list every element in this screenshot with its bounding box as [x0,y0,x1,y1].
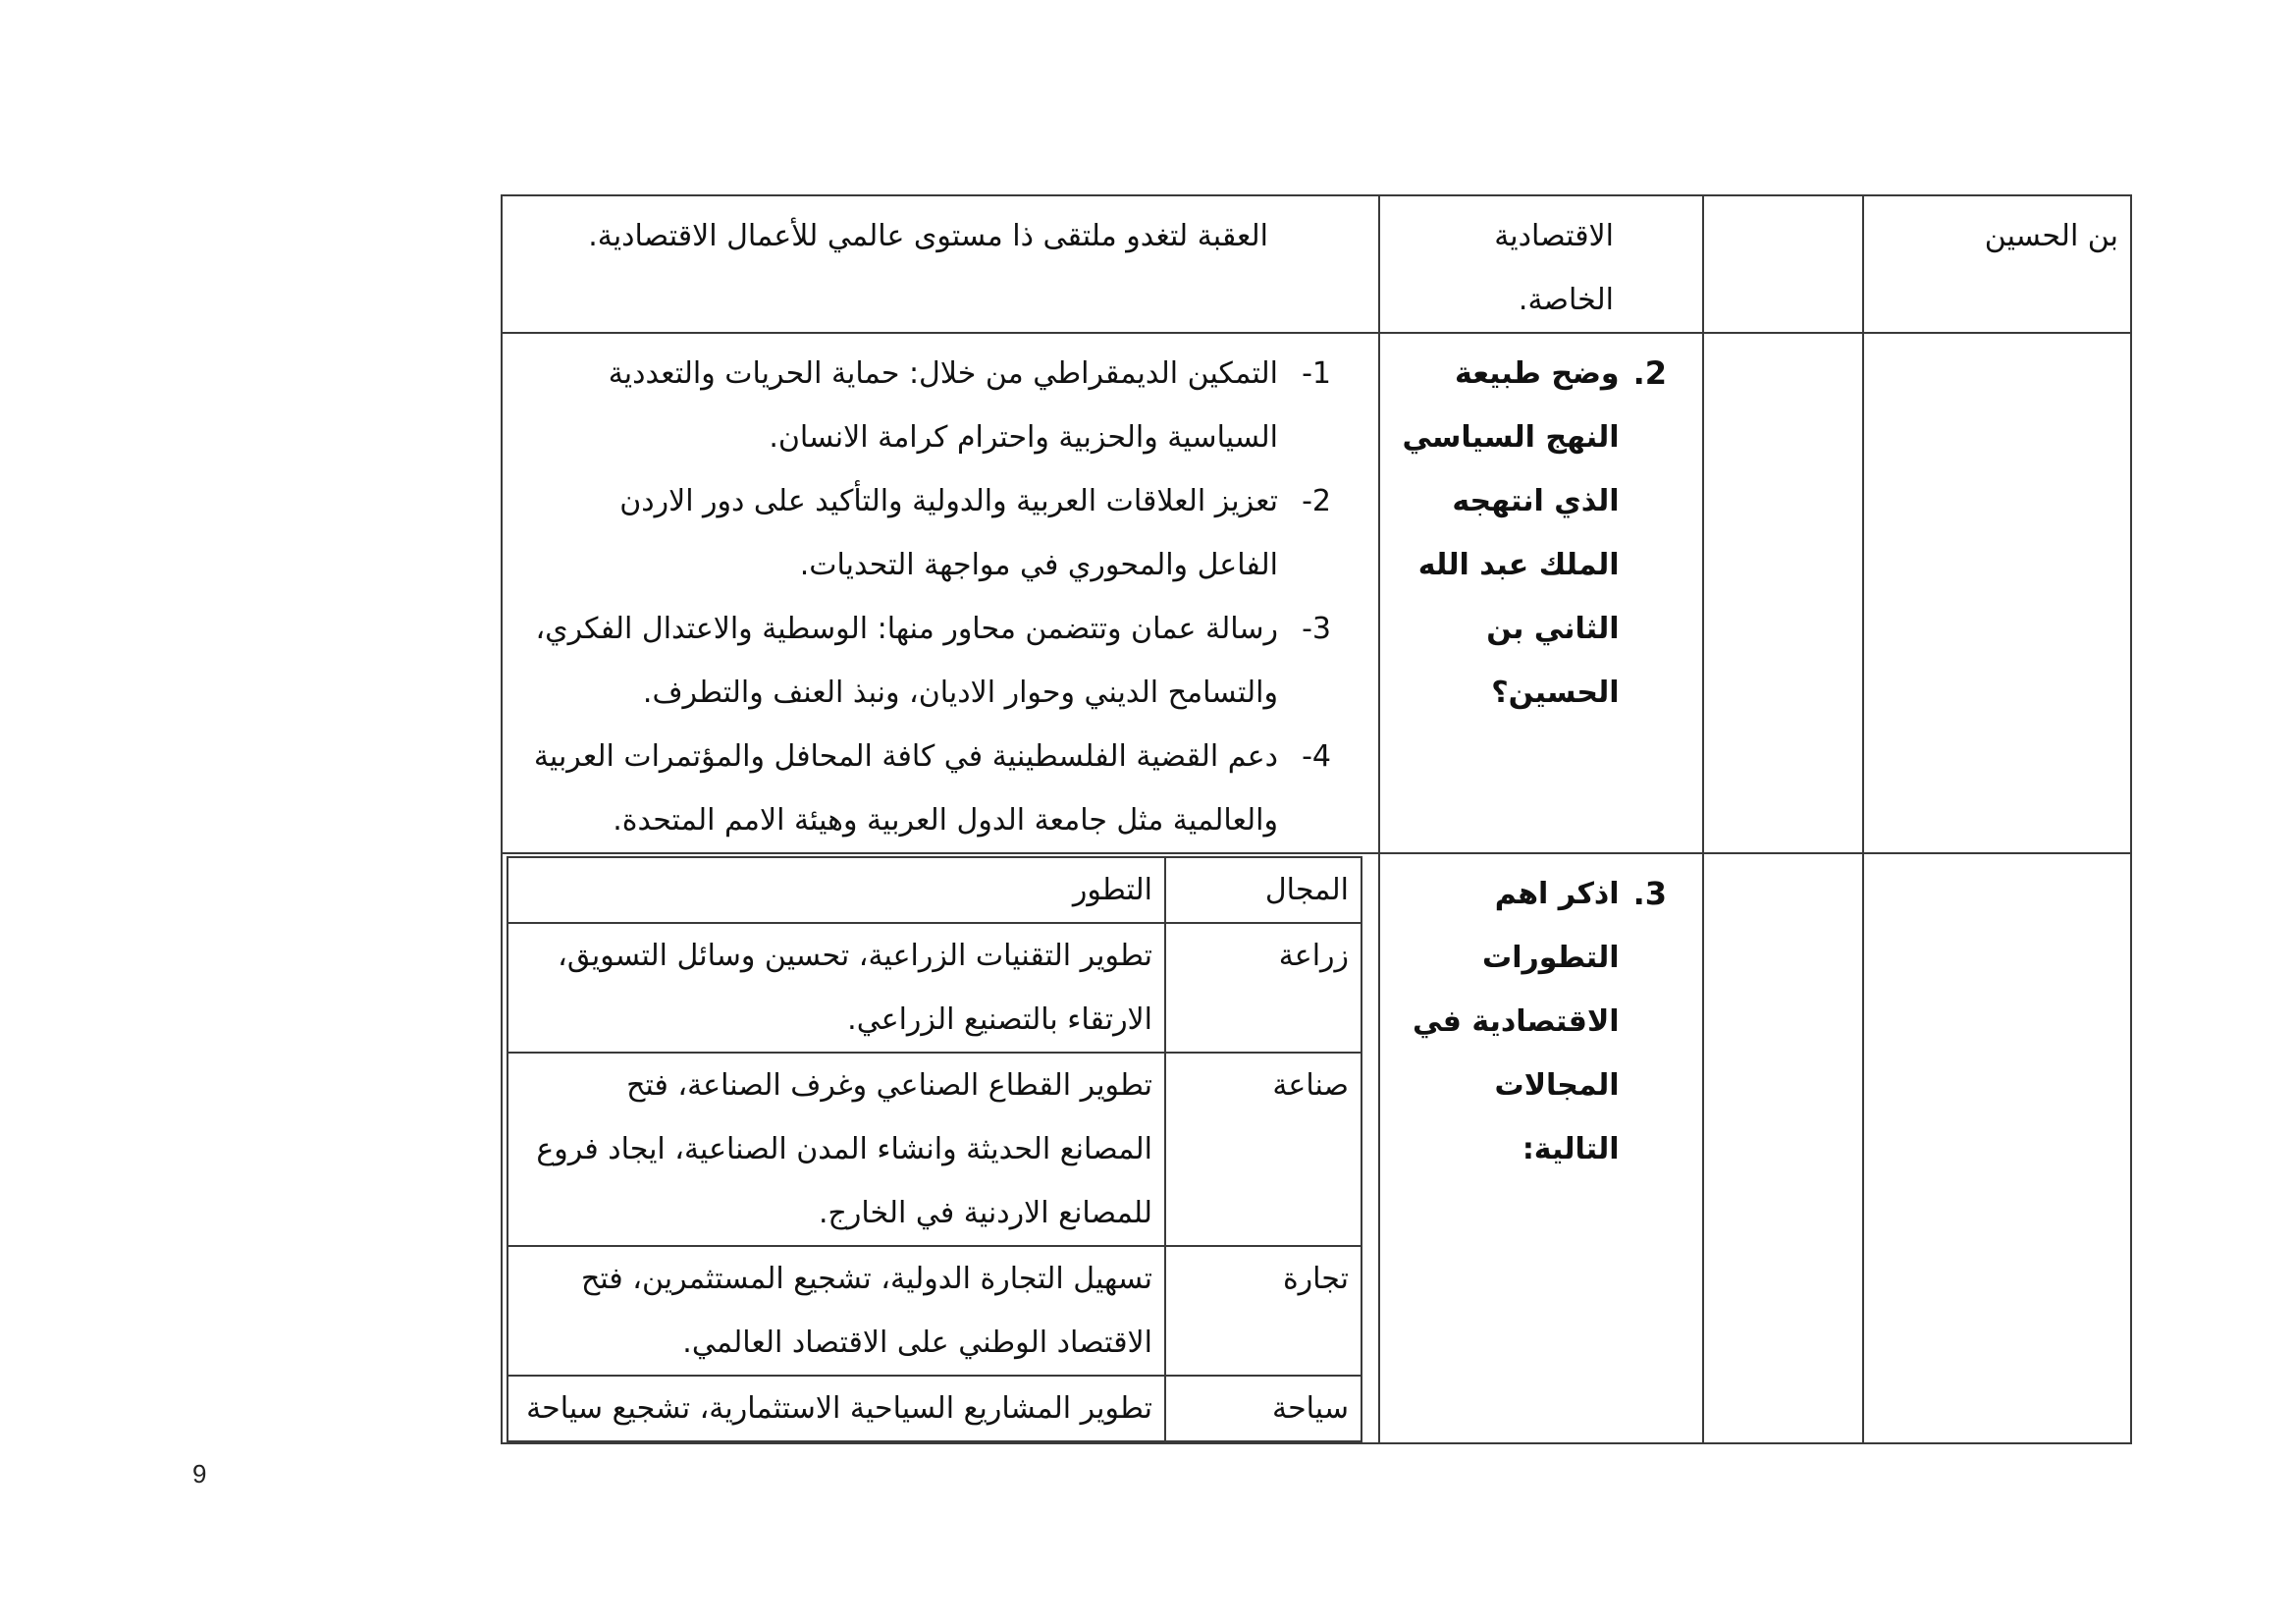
question-line: التطورات [1482,941,1620,975]
inner-row [507,923,1362,1053]
field-cell: زراعة [1165,923,1362,1053]
empty-cell [1863,853,2131,1443]
question-number: 3. [1632,875,1667,912]
main-table [501,194,2132,1444]
answer-number: 4- [1302,739,1331,774]
field-cell: سياحة [1165,1376,1362,1441]
answer-line: السياسية والحزبية واحترام كرامة الانسان. [769,420,1278,455]
development-header: التطور [507,857,1165,923]
empty-cell [1703,853,1863,1443]
name-cell [1863,195,2131,333]
development-line: تطوير التقنيات الزراعية، تحسين وسائل التسويق، [558,939,1152,973]
answer-line: الفاعل والمحوري في مواجهة التحديات. [799,548,1278,582]
development-cell [507,1053,1165,1246]
answer-list [503,334,1378,852]
field-cell: تجارة [1165,1246,1362,1376]
list-item [510,597,1331,725]
inner-header-row [507,857,1362,923]
question-line: التالية: [1522,1132,1620,1166]
question-line: وضح طبيعة [1455,356,1620,391]
field-header: المجال [1165,857,1362,923]
answer-body [510,342,1278,469]
question-line: اذكر اهم [1494,877,1620,911]
question-line: الملك عبد الله [1417,548,1620,582]
question-line: الذي انتهجه [1452,484,1620,518]
question-cell [1379,195,1703,333]
answer-cell [502,853,1379,1443]
inner-row [507,1376,1362,1441]
empty-cell [1863,333,2131,853]
inner-row [507,1246,1362,1376]
development-line: تطوير المشاريع السياحية الاستثمارية، تشجيع سياحة [526,1391,1152,1426]
answer-line: التمكين الديمقراطي من خلال: حماية الحريات والتعددية [608,356,1278,391]
development-cell [507,923,1165,1053]
answer-number: 3- [1302,612,1331,646]
question-continuation [1380,196,1702,332]
question-line: الخاصة. [1518,283,1614,317]
question-line: الحسين؟ [1491,676,1620,710]
development-cell [507,1376,1165,1441]
page-number: 9 [192,1459,207,1489]
development-cell [507,1246,1165,1376]
question-line: الاقتصادية [1494,219,1614,253]
answer-line: رسالة عمان وتتضمن محاور منها: الوسطية والاعتدال الفكري، [535,612,1278,646]
question-number: 2. [1632,354,1667,392]
question-line: المجالات [1494,1068,1620,1103]
answer-body [510,597,1278,725]
answer-body [510,725,1278,852]
answer-line: دعم القضية الفلسطينية في كافة المحافل والمؤتمرات العربية [533,739,1278,774]
question-text [1412,862,1620,1181]
question-block [1380,334,1702,725]
question-text [1402,342,1620,725]
inner-row [507,1053,1362,1246]
development-line: تطوير القطاع الصناعي وغرف الصناعة، فتح [626,1068,1152,1103]
empty-cell [1703,195,1863,333]
question-line: الثاني بن [1486,612,1620,646]
field-cell: صناعة [1165,1053,1362,1246]
answer-line: والتسامح الديني وحوار الاديان، ونبذ العنف والتطرف. [642,676,1278,710]
question-line: النهج السياسي [1402,420,1620,455]
table-row [502,195,2131,333]
development-line: الاقتصاد الوطني على الاقتصاد العالمي. [682,1326,1152,1360]
empty-cell [1703,333,1863,853]
development-line: المصانع الحديثة وانشاء المدن الصناعية، ايجاد فروع [536,1132,1152,1166]
answer-line: والعالمية مثل جامعة الدول العربية وهيئة الامم المتحدة. [613,803,1278,838]
development-line: تسهيل التجارة الدولية، تشجيع المستثمرين، فتح [580,1262,1152,1296]
list-item [510,342,1331,469]
development-line: الارتقاء بالتصنيع الزراعي. [847,1002,1152,1037]
list-item [510,469,1331,597]
table-row [502,853,2131,1443]
question-block [1380,854,1702,1181]
answer-number: 1- [1302,356,1331,391]
inner-table-wrap [503,854,1378,1442]
answer-line: تعزيز العلاقات العربية والدولية والتأكيد على دور الاردن [619,484,1278,518]
answer-cell [502,195,1379,333]
answer-text: العقبة لتغدو ملتقى ذا مستوى عالمي للأعمال الاقتصادية. [588,219,1268,253]
question-cell [1379,853,1703,1443]
answer-number: 2- [1302,484,1331,518]
name-text: بن الحسين [1984,219,2118,253]
developments-table [507,856,1362,1442]
answer-cell [502,333,1379,853]
answer-body [510,469,1278,597]
question-cell [1379,333,1703,853]
development-line: للمصانع الاردنية في الخارج. [819,1196,1152,1230]
question-line: الاقتصادية في [1412,1004,1620,1039]
table-row [502,333,2131,853]
list-item [510,725,1331,852]
